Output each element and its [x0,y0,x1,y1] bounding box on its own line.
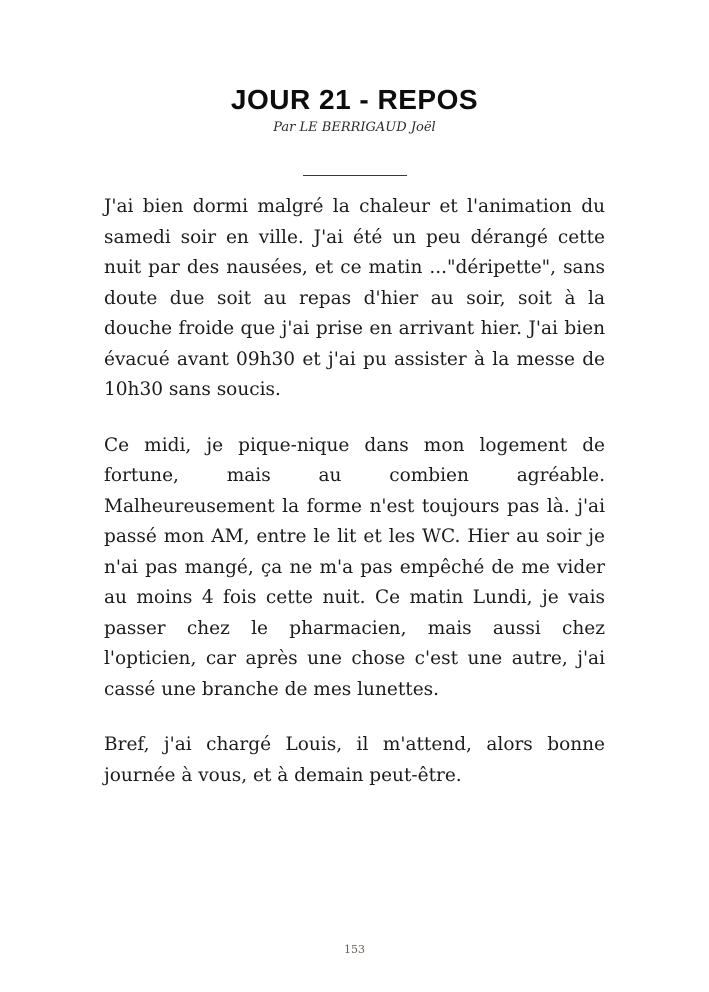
page-number: 153 [344,943,365,956]
page-title: JOUR 21 - REPOS [230,84,479,115]
paragraph-2: Ce midi, je pique-nique dans mon logement de fortune, mais au combien agréable. Malheureusement la forme n'est toujours pas là. j'ai passé mon AM, entre le lit et les WC. Hier au soir je n'ai pas mangé, ça ne m'a pas empêché de me vider au moins 4 fois cette nuit. Ce matin Lundi, je vais passer chez le pharmacien, mais aussi chez l'opticien, car après une chose c'est une autre, j'ai cassé une branche de mes lunettes. [104,434,605,700]
body-text [104,192,605,791]
byline: Par LE BERRIGAUD Joël [273,120,436,136]
separator-line [303,175,407,176]
paragraph-3: Bref, j'ai chargé Louis, il m'attend, alors bonne journée à vous, et à demain peut-être. [104,734,605,786]
paragraph-1: J'ai bien dormi malgré la chaleur et l'animation du samedi soir en ville. J'ai été un peu dérangé cette nuit par des nausées, et ce matin ..."déripette", sans doute due soit au repas d'hier au soir, soit à la douche froide que j'ai prise en arrivant hier. J'ai bien évacué avant 09h30 et j'ai pu assister à la messe de 10h30 sans soucis. [104,196,605,401]
